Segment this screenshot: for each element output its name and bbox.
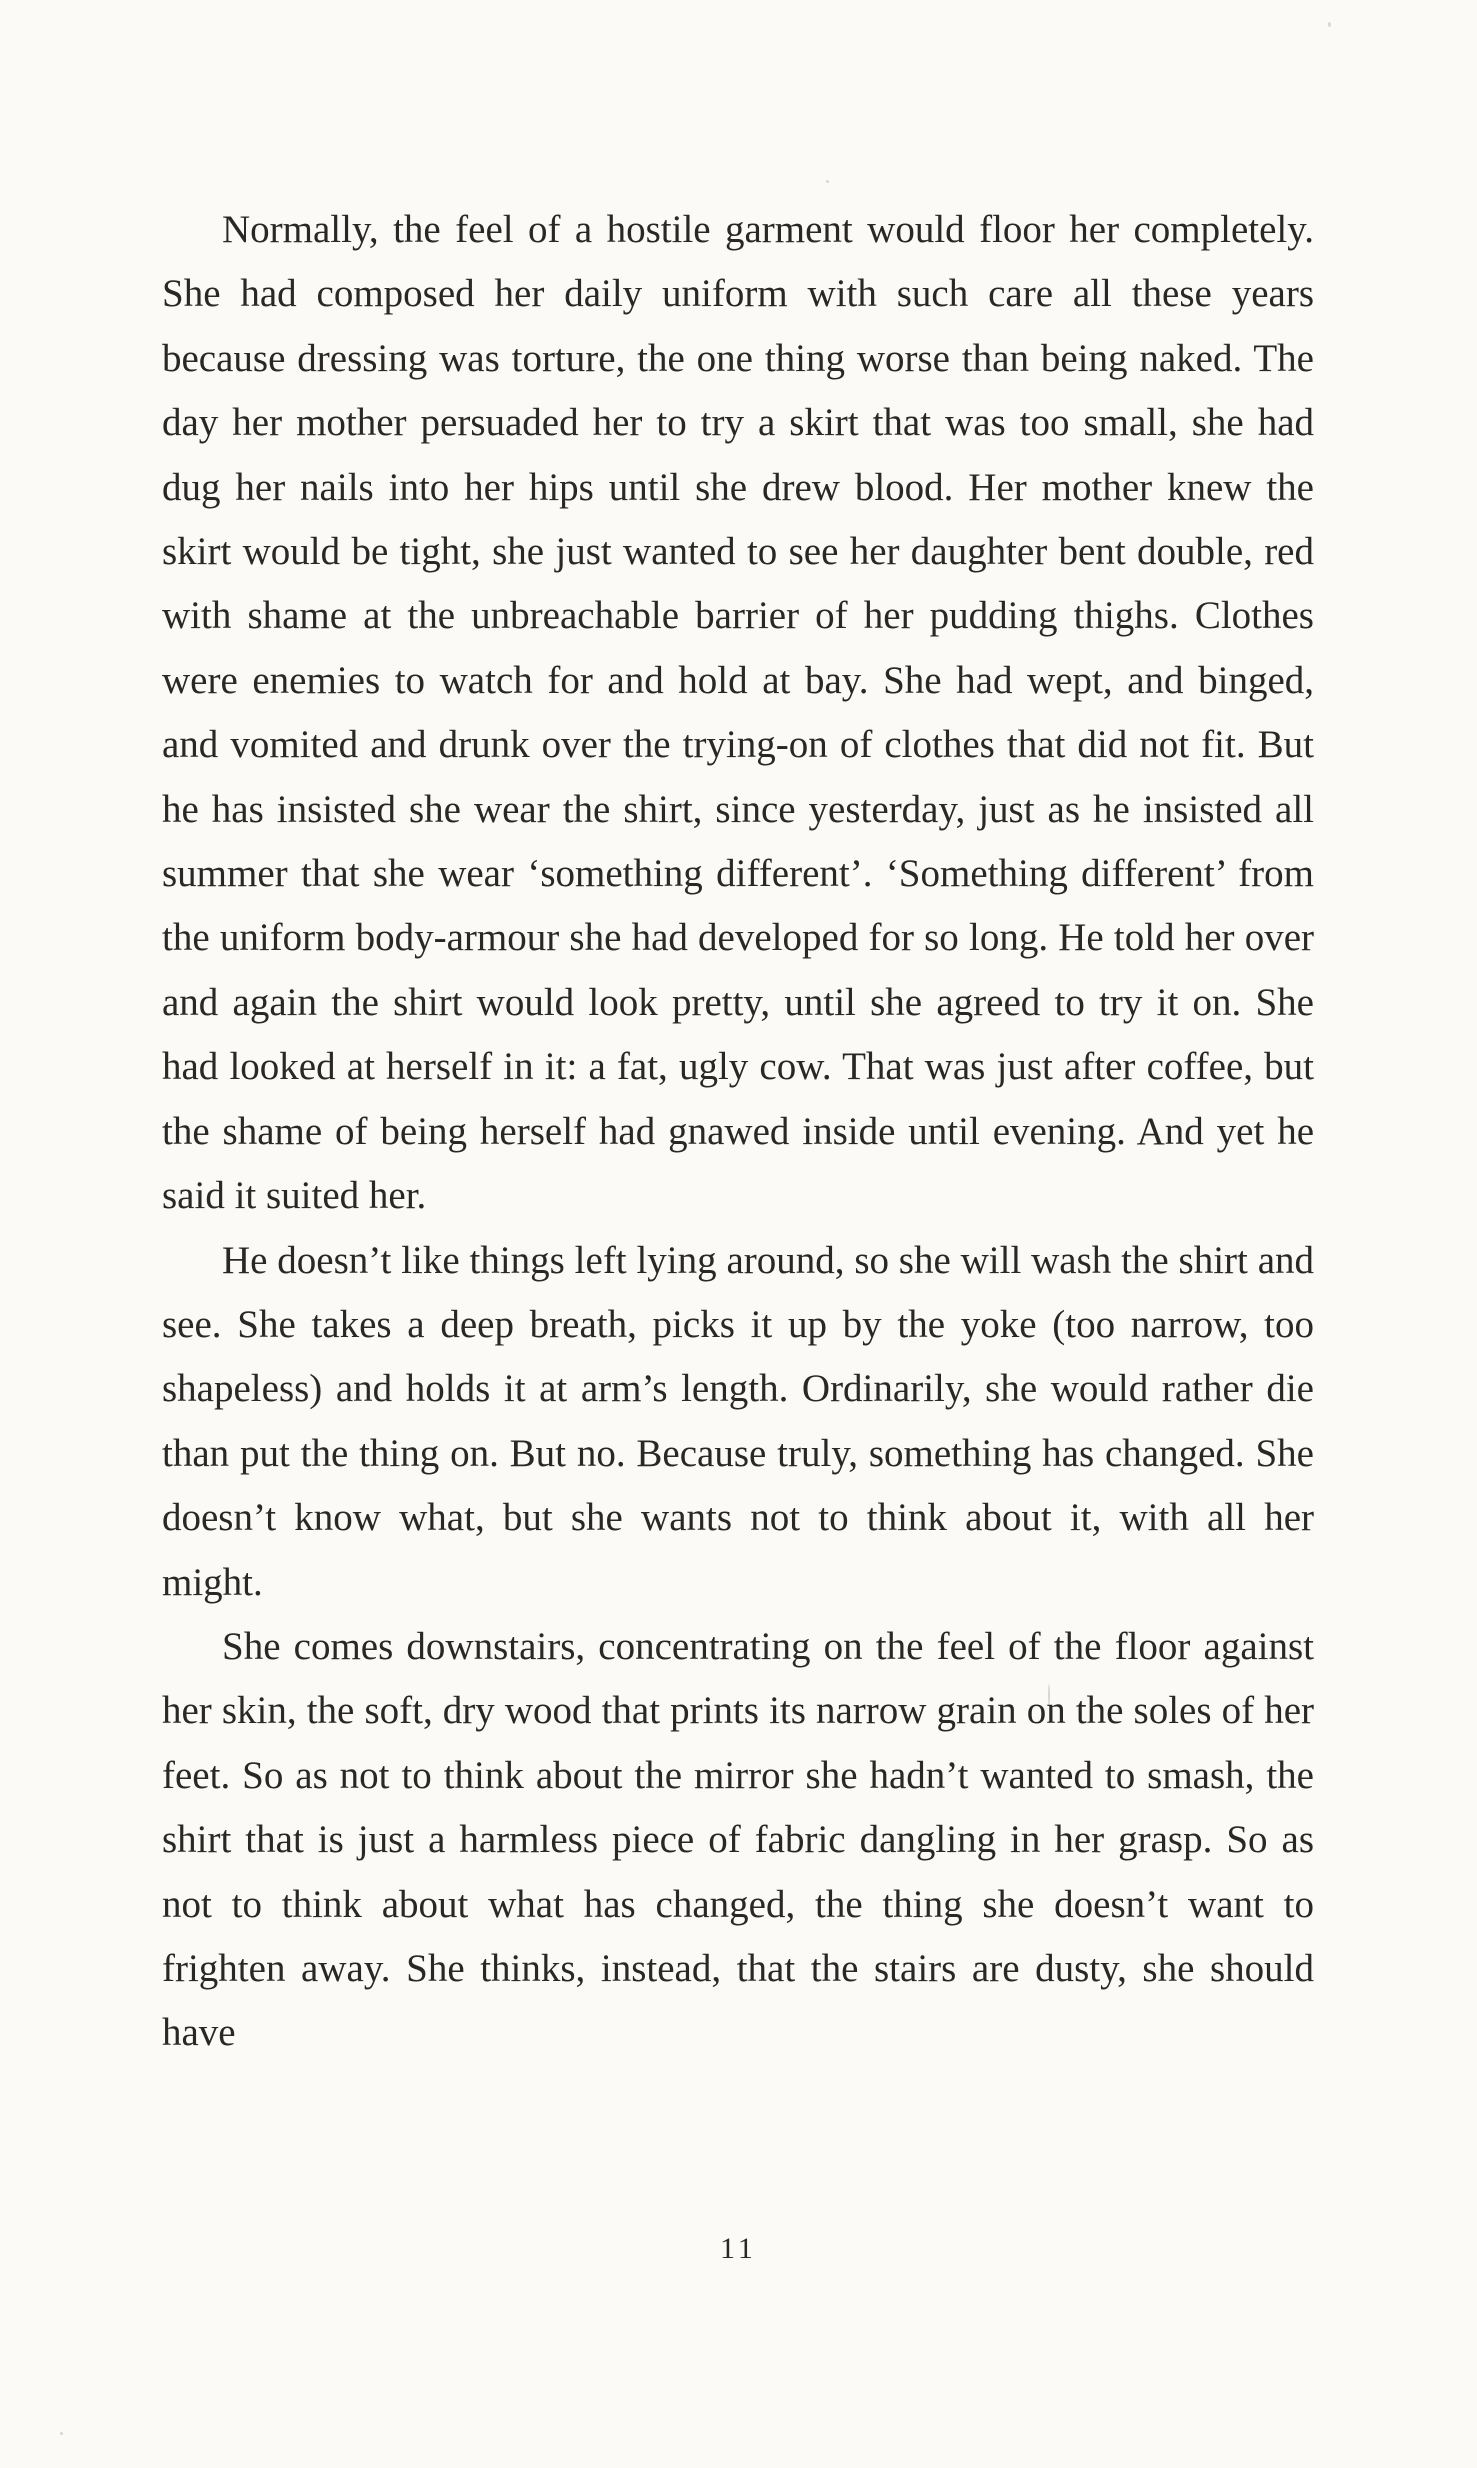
body-text — [162, 198, 1314, 2066]
page-number: 11 — [720, 2232, 757, 2265]
paragraph: He doesn’t like things left lying around, so she will wash the shirt and see. She takes a deep breath, picks it up by the yoke (too narrow, too shapeless) and holds it at arm’s length. Ordinarily, she would rather die than put the thing on. But no. Because truly, something has changed. She doesn’t know what, but she wants not to think about it, with all her might. — [162, 1238, 1314, 1604]
paragraph: She comes downstairs, concentrating on the feel of the floor against her skin, the soft, dry wood that prints its narrow grain on the soles of her feet. So as not to think about the mirror she hadn’t wanted to smash, the shirt that is just a harmless piece of fabric dangling in her grasp. So as not to think about what has changed, the thing she doesn’t want to frighten away. She thinks, instead, that the stairs are dusty, she should have — [162, 1624, 1314, 2055]
paper-speck — [1328, 22, 1331, 27]
paragraph: Normally, the feel of a hostile garment would floor her completely. She had composed her daily uniform with such care all these years because dressing was torture, the one thing worse than being naked. The day her mother persuaded her to try a skirt that was too small, she had dug her nails into her hips until she drew blood. Her mother knew the skirt would be tight, she just wanted to see her daughter bent double, red with shame at the unbreachable barrier of her pudding thighs. Clothes were enemies to watch for and hold at bay. She had wept, and binged, and vomited and drunk over the trying-on of clothes that did not fit. But he has insisted she wear the shirt, since yesterday, just as he insisted all summer that she wear ‘something different’. ‘Something different’ from the uniform body-armour she had developed for so long. He told her over and again the shirt would look pretty, until she agreed to try it on. She had looked at herself in it: a fat, ugly cow. That was just after coffee, but the shame of being herself had gnawed inside until evening. And yet he said it suited her. — [162, 208, 1314, 1218]
paper-speck — [60, 2432, 63, 2435]
paper-speck — [826, 180, 829, 183]
